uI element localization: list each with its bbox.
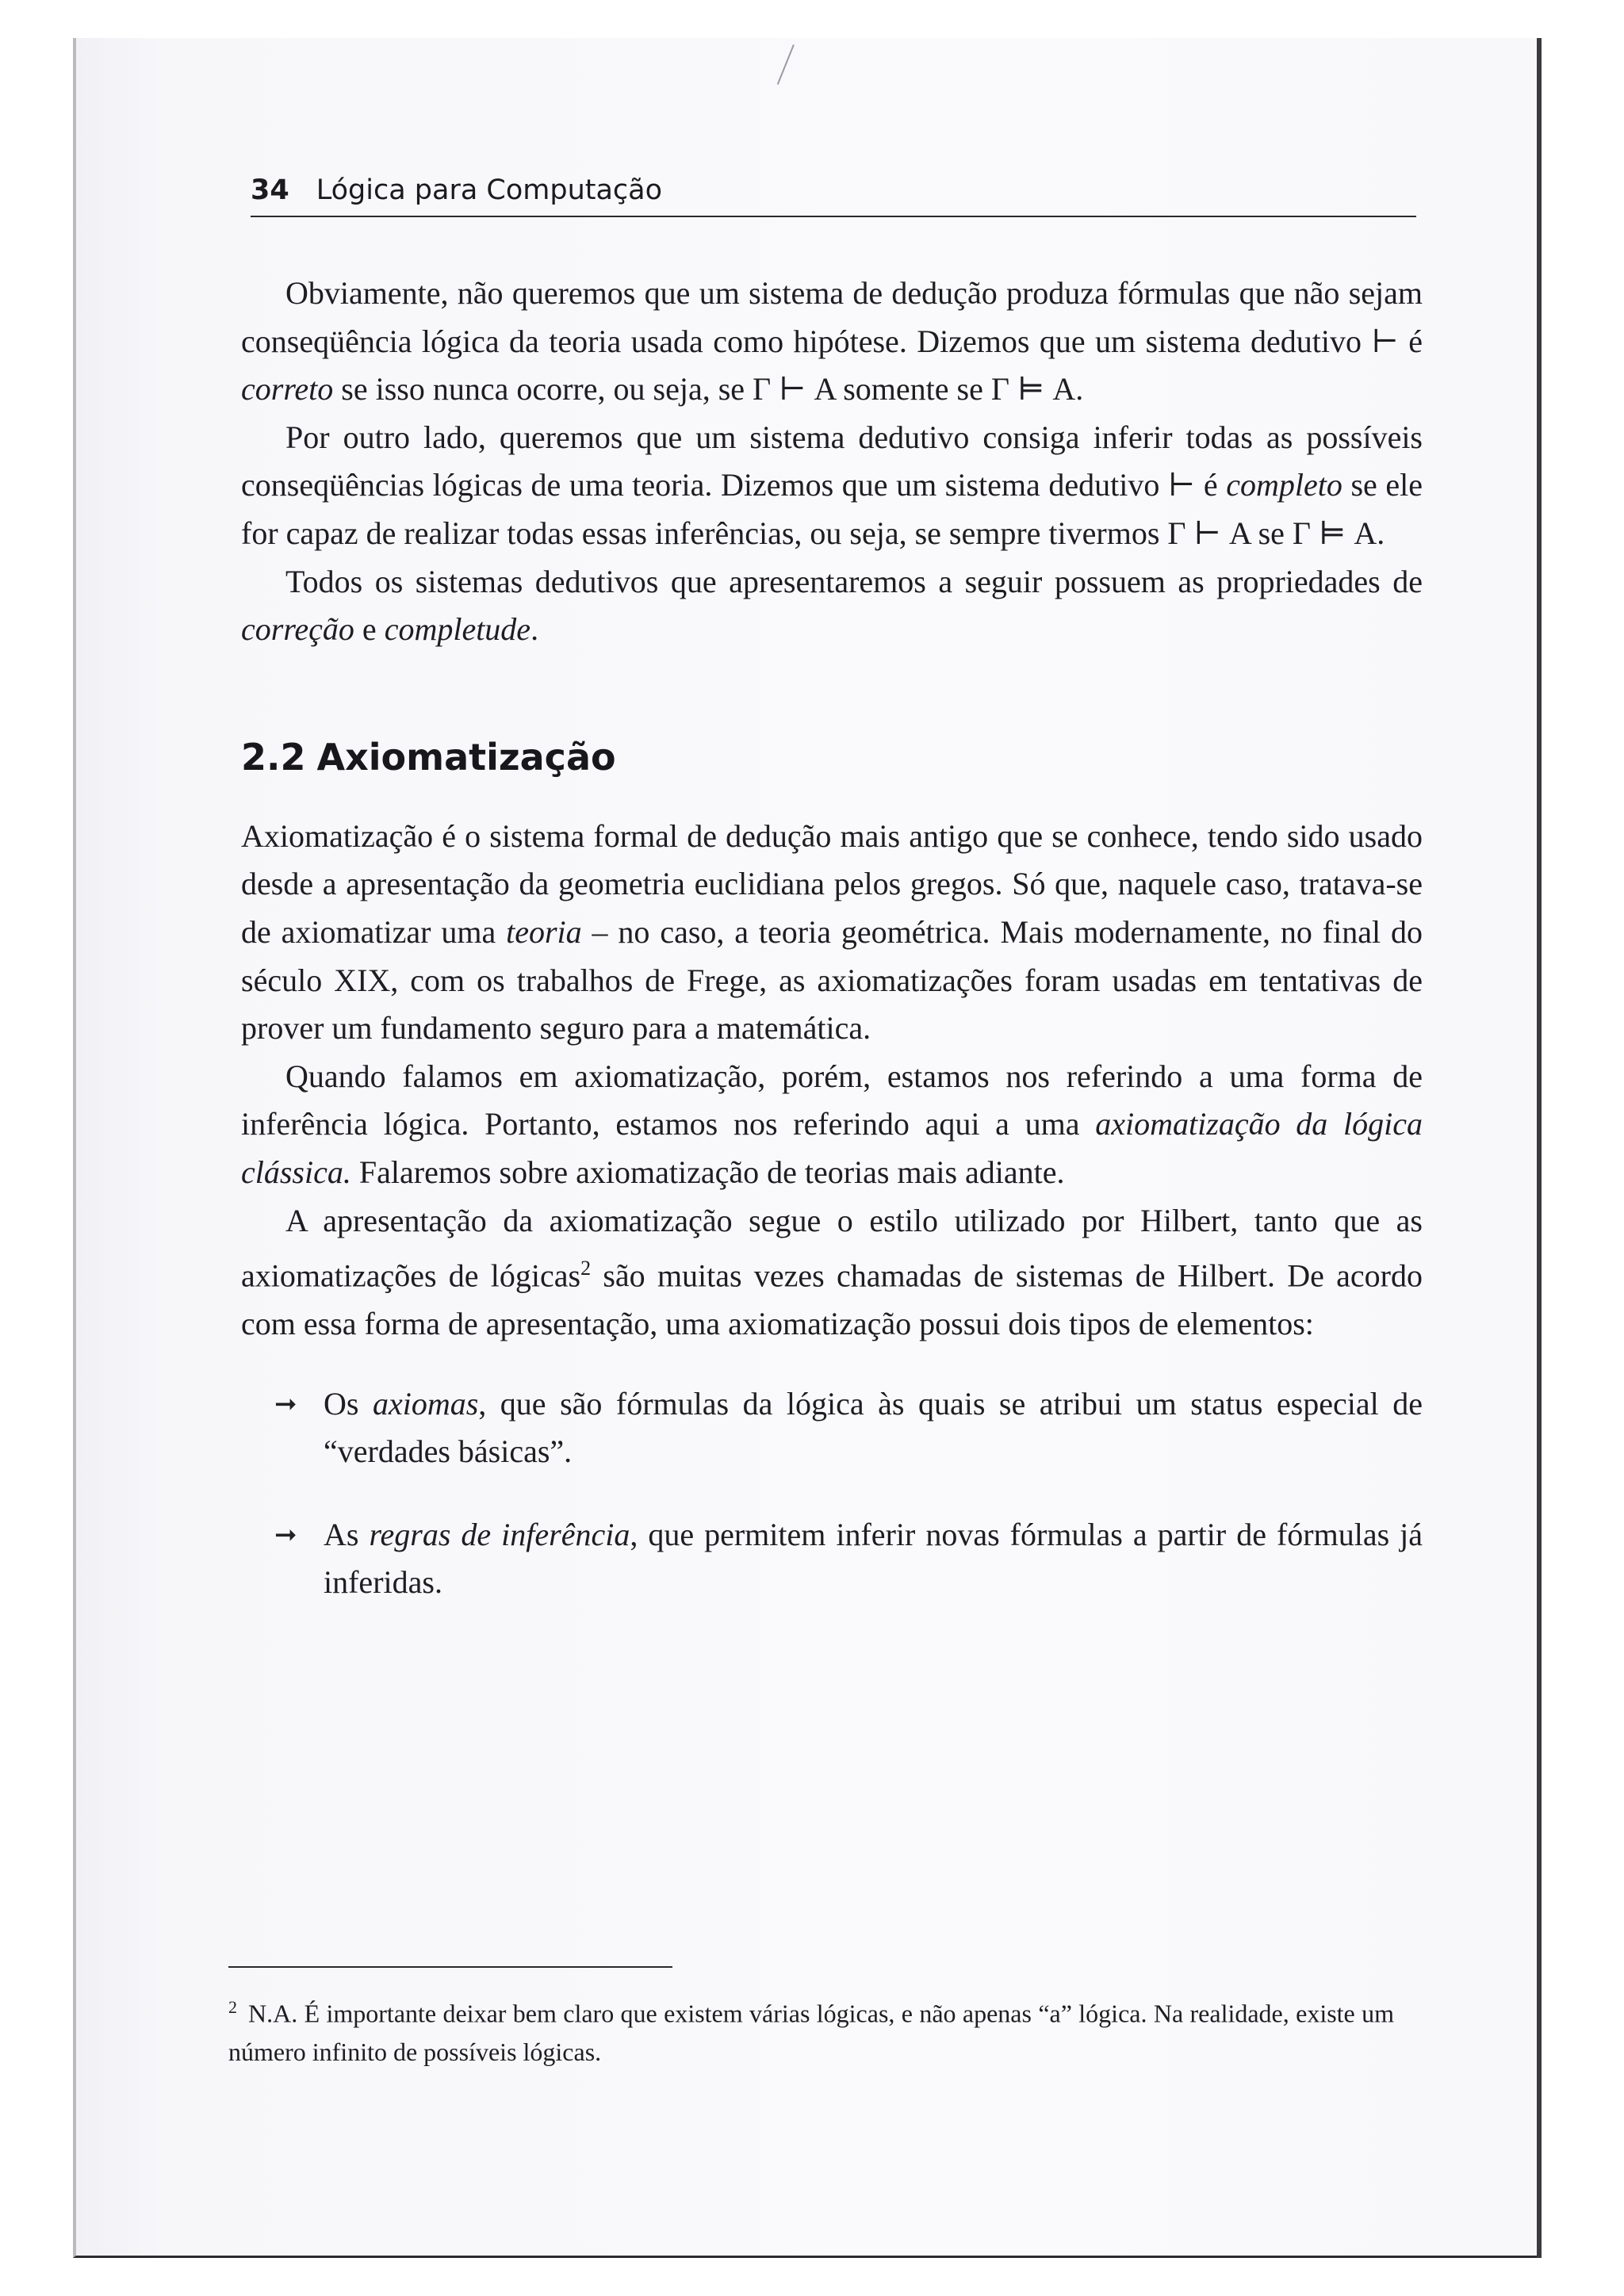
term-regras-de-inferencia: regras de inferência: [369, 1516, 630, 1552]
section-number: 2.2: [241, 735, 306, 779]
running-header: [251, 168, 1416, 217]
paragraph-completeness: Por outro lado, queremos que um sistema dedutivo consiga inferir todas as possíveis conseqüências lógicas de uma teoria. Dizemos que um sistema dedutivo ⊢ é completo se ele for capaz de realizar todas essas inferências, ou seja, se sempre tivermos Γ ⊢ A se Γ ⊨ A.: [241, 419, 1423, 551]
footnote: [228, 1988, 1394, 2071]
book-title: Lógica para Computação: [316, 174, 663, 206]
term-axiomas: axiomas: [372, 1385, 479, 1422]
page-number: 34: [251, 174, 289, 206]
list-item-regras: ➞ As regras de inferência, que permitem inferir novas fórmulas a partir de fórmulas já inferidas.: [241, 1511, 1423, 1607]
element-types-list: [241, 1380, 1423, 1607]
footnote-reference: 2: [580, 1257, 592, 1280]
list-item-axiomas: ➞ Os axiomas, que são fórmulas da lógica às quais se atribui um status especial de “verdades básicas”.: [241, 1380, 1423, 1476]
term-axiomatizacao-classica: axiomatização da lógica clássica.: [241, 1106, 1423, 1190]
paragraph-soundness: Obviamente, não queremos que um sistema de dedução produza fórmulas que não sejam conseqüência lógica da teoria usada como hipótese. Dizemos que um sistema dedutivo ⊢ é correto se isso nunca ocorre, ou seja, se Γ ⊢ A somente se Γ ⊨ A.: [241, 275, 1423, 408]
term-completo: completo: [1226, 467, 1342, 503]
term-completude: completude: [384, 611, 531, 648]
arrow-bullet-icon: ➞: [274, 1387, 297, 1420]
page-body: [241, 270, 1423, 1642]
section-title: Axiomatização: [316, 735, 616, 779]
paragraph-hilbert: A apresentação da axiomatização segue o estilo utilizado por Hilbert, tanto que as axiomatizações de lógicas$^2$ são muitas vezes chamadas de sistemas de Hilbert. De acordo com essa forma de apresentação, uma axiomatização possui dois tipos de elementos:: [241, 1202, 1423, 1342]
paragraph-axiomatization-intro: Axiomatização é o sistema formal de dedução mais antigo que se conhece, tendo sido usado desde a apresentação da geometria euclidiana pelos gregos. Só que, naquele caso, tratava-se de axiomatizar uma teoria – no caso, a teoria geométrica. Mais modernamente, no final do século XIX, com os trabalhos de Frege, as axiomatizações foram usadas em tentativas de prover um fundamento seguro para a matemática.: [241, 817, 1423, 1047]
footnote-number: 2: [228, 1997, 237, 2017]
term-correcao: correção: [241, 611, 354, 648]
footnote-separator: [228, 1966, 672, 1968]
paragraph-logical-inference: Quando falamos em axiomatização, porém, estamos nos referindo a uma forma de inferência lógica. Portanto, estamos nos referindo aqui a uma axiomatização da lógica clássica. Falaremos sobre axiomatização de teorias mais adiante.: [241, 1058, 1423, 1190]
page-edge-shadow: [1537, 38, 1542, 2258]
arrow-bullet-icon: ➞: [274, 1518, 297, 1551]
section-heading: [241, 733, 1423, 781]
term-teoria: teoria: [506, 913, 582, 950]
term-correto: correto: [241, 371, 334, 408]
paragraph-properties: Todos os sistemas dedutivos que apresentaremos a seguir possuem as propriedades de correção e completude.: [241, 563, 1423, 648]
footnote-text: N.A. É importante deixar bem claro que existem várias lógicas, e não apenas “a” lógica. Na realidade, existe um número infinito de possíveis lógicas.: [228, 1999, 1394, 2066]
